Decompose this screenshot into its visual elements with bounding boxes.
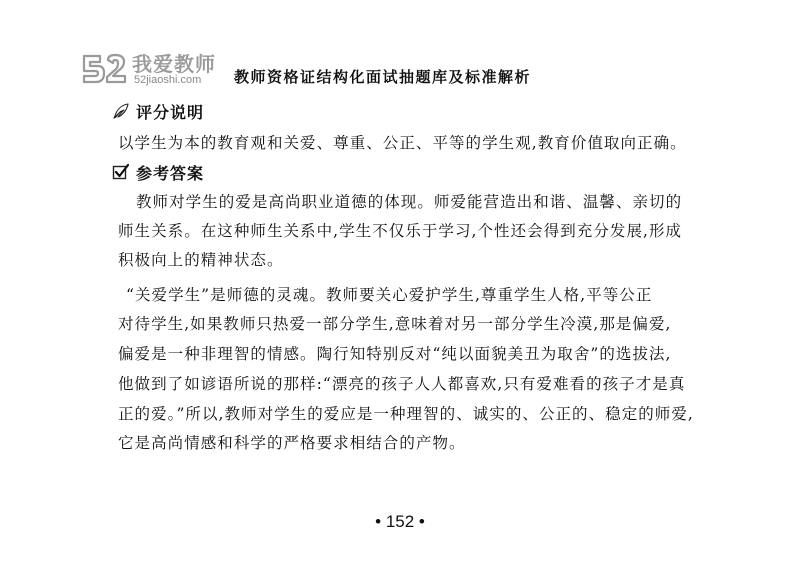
answer-paragraph-1-line-2: 师生关系。在这种师生关系中,学生不仅乐于学习,个性还会得到充分发展,形成 — [118, 222, 683, 240]
answer-paragraph-2-line-5: 正的爱。”所以,教师对学生的爱应是一种理智的、诚实的、公正的、稳定的师爱, — [118, 405, 694, 423]
answer-paragraph-2-line-6: 它是高尚情感和科学的严格要求相结合的产物。 — [118, 434, 466, 452]
answer-paragraph-1-line-3: 积极向上的精神状态。 — [118, 251, 284, 269]
scoring-title: 评分说明 — [136, 102, 205, 122]
scoring-line: 以学生为本的教育观和关爱、尊重、公正、平等的学生观,教育价值取向正确。 — [118, 134, 687, 152]
book-title: 教师资格证结构化面试抽题库及标准解析 — [234, 68, 532, 86]
logo-text: 我爱教师 — [132, 52, 216, 76]
brand-logo — [80, 46, 230, 90]
scoring-heading — [112, 99, 204, 123]
answer-title: 参考答案 — [136, 163, 205, 183]
answer-paragraph-2-line-1: “关爱学生”是师德的灵魂。教师要关心爱护学生,尊重学生人格,平等公正 — [126, 286, 653, 304]
answer-heading — [112, 160, 204, 184]
checkbox-check-icon — [112, 163, 130, 181]
answer-paragraph-2-line-4: 他做到了如谚语所说的那样:“漂亮的孩子人人都喜欢,只有爱难看的孩子才是真 — [118, 375, 686, 393]
page-number: • 152 • — [375, 512, 425, 531]
answer-paragraph-1-line-1: 教师对学生的爱是高尚职业道德的体现。师爱能营造出和谐、温馨、亲切的 — [136, 193, 683, 211]
logo-url: 52jiaoshi.com — [134, 74, 202, 86]
answer-paragraph-2-line-3: 偏爱是一种非理智的情感。陶行知特别反对“纯以面貌美丑为取舍”的选拔法, — [118, 345, 672, 363]
answer-paragraph-2-line-2: 对待学生,如果教师只热爱一部分学生,意味着对另一部分学生冷漠,那是偏爱, — [118, 315, 672, 333]
page-header — [80, 46, 740, 94]
feather-pen-icon — [112, 102, 130, 120]
logo-52-icon — [80, 50, 132, 88]
